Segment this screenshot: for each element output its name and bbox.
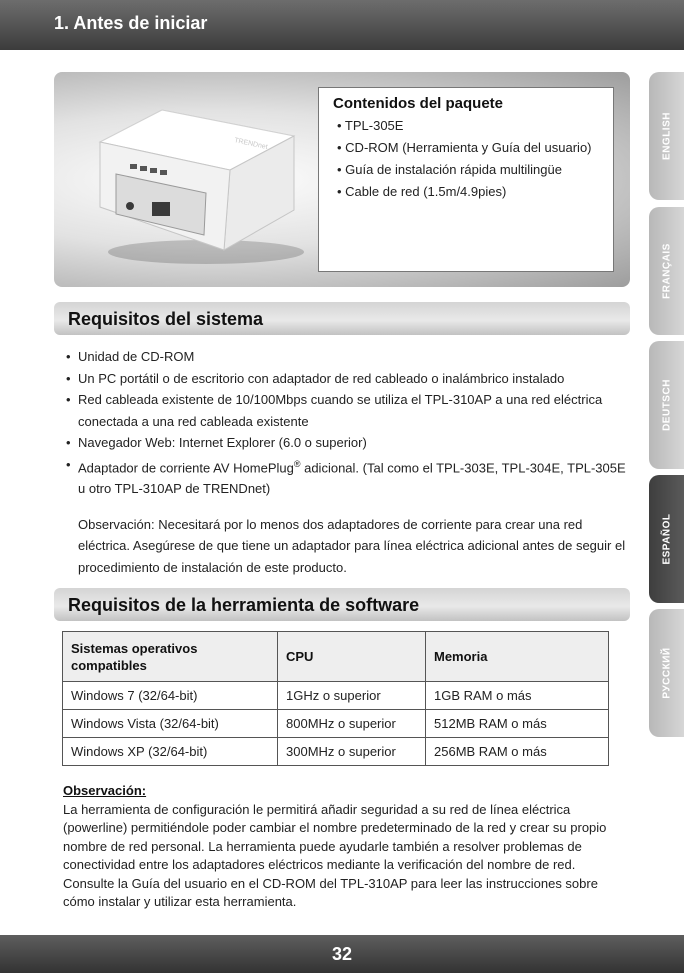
- column-header: Sistemas operativos compatibles: [63, 632, 278, 682]
- lang-tab-espanol[interactable]: [649, 475, 684, 603]
- lang-tab-label: ESPAÑOL: [661, 513, 672, 565]
- table-row: [63, 710, 609, 738]
- requirement-item: • Navegador Web: Internet Explorer (6.0 o superior): [66, 432, 626, 454]
- observation-title: Observación:: [63, 783, 147, 798]
- requirement-item: • Red cableada existente de 10/100Mbps cuando se utiliza el TPL-310AP a una red eléctrica conectada a una red cableada existente: [66, 389, 626, 432]
- lang-tab-label: DEUTSCH: [661, 379, 672, 431]
- requirement-text: adicional. (Tal como el TPL-303E, TPL-304E, TPL-305E u otro TPL-310AP de TRENDnet): [78, 459, 626, 497]
- package-item: • TPL-305E: [337, 118, 404, 133]
- requirement-item: • Unidad de CD-ROM: [66, 346, 626, 368]
- section-heading-text: Requisitos de la herramienta de software: [68, 595, 420, 615]
- lang-tab-label: ENGLISH: [661, 112, 672, 160]
- software-requirements-heading: [54, 588, 630, 621]
- lang-tab-francais[interactable]: [649, 207, 684, 335]
- table-cell: 512MB RAM o más: [426, 710, 609, 738]
- software-requirements-table: [62, 631, 609, 766]
- page-number: 32: [331, 944, 353, 964]
- powerline-adapter-image: [94, 102, 314, 272]
- table-cell: 1GHz o superior: [278, 682, 426, 710]
- requirements-note: Observación: Necesitará por lo menos dos adaptadores de corriente para crear una red eléctrica. Asegúrese de que tiene un adaptador para línea eléctrica adicional antes de seguir el procedimiento de instalación de este producto.: [78, 516, 626, 575]
- svg-text:TRENDnet: TRENDnet: [233, 137, 269, 151]
- requirement-item: • Un PC portátil o de escritorio con adaptador de red cableado o inalámbrico instalado: [66, 368, 626, 390]
- table-cell: Windows 7 (32/64-bit): [63, 682, 278, 710]
- section-heading-text: Requisitos del sistema: [68, 309, 264, 329]
- package-item: • Guía de instalación rápida multilingüe: [337, 162, 562, 177]
- table-cell: Windows Vista (32/64-bit): [63, 710, 278, 738]
- table-row: [63, 738, 609, 766]
- system-requirements-list: [66, 346, 626, 578]
- table-row: [63, 682, 609, 710]
- lang-tab-english[interactable]: [649, 72, 684, 200]
- observation-section: [63, 782, 623, 912]
- requirement-item: [66, 454, 626, 500]
- table-cell: 300MHz o superior: [278, 738, 426, 766]
- header-bar: [0, 0, 684, 50]
- table-cell: 800MHz o superior: [278, 710, 426, 738]
- package-item: • Cable de red (1.5m/4.9pies): [337, 184, 507, 199]
- package-contents-panel: [54, 72, 630, 287]
- package-item: • CD-ROM (Herramienta y Guía del usuario): [337, 140, 592, 155]
- table-header-row: [63, 632, 609, 682]
- column-header: CPU: [278, 632, 426, 682]
- lang-tab-label: FRANÇAIS: [661, 243, 672, 299]
- registered-mark: ®: [293, 458, 301, 469]
- lang-tab-russian[interactable]: [649, 609, 684, 737]
- lang-tab-deutsch[interactable]: [649, 341, 684, 469]
- page-title: 1. Antes de iniciar: [54, 13, 208, 33]
- table-cell: 256MB RAM o más: [426, 738, 609, 766]
- package-contents-box: [318, 87, 614, 272]
- table-cell: Windows XP (32/64-bit): [63, 738, 278, 766]
- column-header: Memoria: [426, 632, 609, 682]
- requirement-text: Adaptador de corriente AV HomePlug: [78, 459, 294, 475]
- package-contents-title: Contenidos del paquete: [333, 95, 504, 112]
- lang-tab-label: РУССКИЙ: [661, 647, 672, 699]
- table-cell: 1GB RAM o más: [426, 682, 609, 710]
- footer-bar: [0, 935, 684, 973]
- system-requirements-heading: [54, 302, 630, 335]
- observation-text: La herramienta de configuración le permitirá añadir seguridad a su red de línea eléctrica (powerline) permitiéndole poder cambiar el nombre predeterminado de la red y crear su propio nombre de red personal. La herramienta puede ayudarle también a resolver problemas de conectividad entre los adaptadores eléctricos mediante la verificación del nombre de red. Consulte la Guía del usuario en el CD-ROM del TPL-310AP para leer las instrucciones sobre cómo instalar y utilizar esta herramienta.: [63, 801, 607, 909]
